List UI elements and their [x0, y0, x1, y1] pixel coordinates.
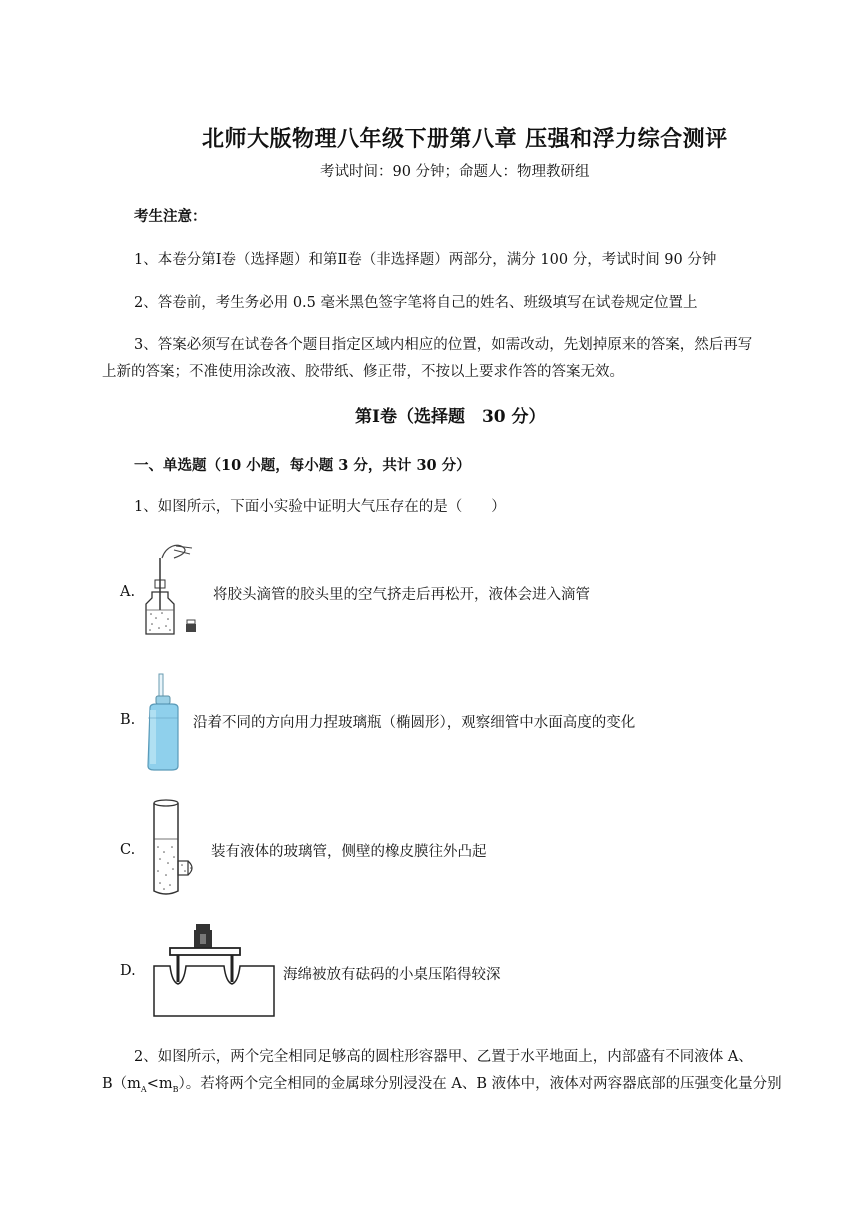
table-sponge-icon: [152, 920, 280, 1018]
option-d-letter[interactable]: D.: [120, 963, 136, 979]
q2-subscript-a: A: [140, 1084, 147, 1094]
option-b-letter[interactable]: B.: [120, 712, 136, 728]
option-c-text[interactable]: 装有液体的玻璃管，侧壁的橡皮膜往外凸起: [211, 844, 487, 860]
q2-text-part: <m: [146, 1076, 173, 1092]
question-1-stem: 1、如图所示，下面小实验中证明大气压存在的是（ ）: [134, 499, 506, 515]
option-c-letter[interactable]: C.: [120, 842, 136, 858]
glass-tube-icon: [148, 797, 202, 899]
dropper-bottle-icon: [140, 540, 202, 640]
notice-item: 1、本卷分第Ⅰ卷（选择题）和第Ⅱ卷（非选择题）两部分，满分 100 分，考试时间 90 分钟: [134, 252, 717, 268]
page-title: 北师大版物理八年级下册第八章 压强和浮力综合测评: [202, 126, 728, 152]
question-type-heading: 一、单选题（10 小题，每小题 3 分，共计 30 分）: [134, 457, 471, 474]
option-a-text[interactable]: 将胶头滴管的胶头里的空气挤走后再松开，液体会进入滴管: [213, 587, 590, 603]
notice-heading: 考生注意：: [134, 208, 207, 225]
option-b-text[interactable]: 沿着不同的方向用力捏玻璃瓶（椭圆形），观察细管中水面高度的变化: [193, 715, 636, 731]
q2-text-part: ）。若将两个完全相同的金属球分别浸没在 A、B 液体中，液体对两容器底部的压强变化量分别: [178, 1076, 782, 1092]
notice-item: 2、答卷前，考生务必用 0.5 毫米黑色签字笔将自己的姓名、班级填写在试卷规定位置上: [134, 295, 698, 311]
question-2-stem-line1: 2、如图所示，两个完全相同足够高的圆柱形容器甲、乙置于水平地面上，内部盛有不同液体 A、: [134, 1049, 753, 1065]
section-title: 第Ⅰ卷（选择题 30 分）: [355, 407, 546, 427]
notice-item: 3、答案必须写在试卷各个题目指定区域内相应的位置，如需改动，先划掉原来的答案，然后再写: [134, 337, 753, 353]
glass-bottle-icon: [142, 670, 188, 774]
q2-text-part: B（m: [102, 1076, 141, 1092]
notice-item: 上新的答案；不准使用涂改液、胶带纸、修正带，不按以上要求作答的答案无效。: [102, 364, 624, 380]
exam-subtitle: 考试时间：90 分钟；命题人：物理教研组: [320, 164, 590, 180]
question-2-stem-line2: [102, 1072, 782, 1094]
option-d-text[interactable]: 海绵被放有砝码的小桌压陷得较深: [283, 967, 501, 983]
option-a-letter[interactable]: A.: [120, 584, 136, 600]
q2-subscript-b: B: [172, 1084, 179, 1094]
